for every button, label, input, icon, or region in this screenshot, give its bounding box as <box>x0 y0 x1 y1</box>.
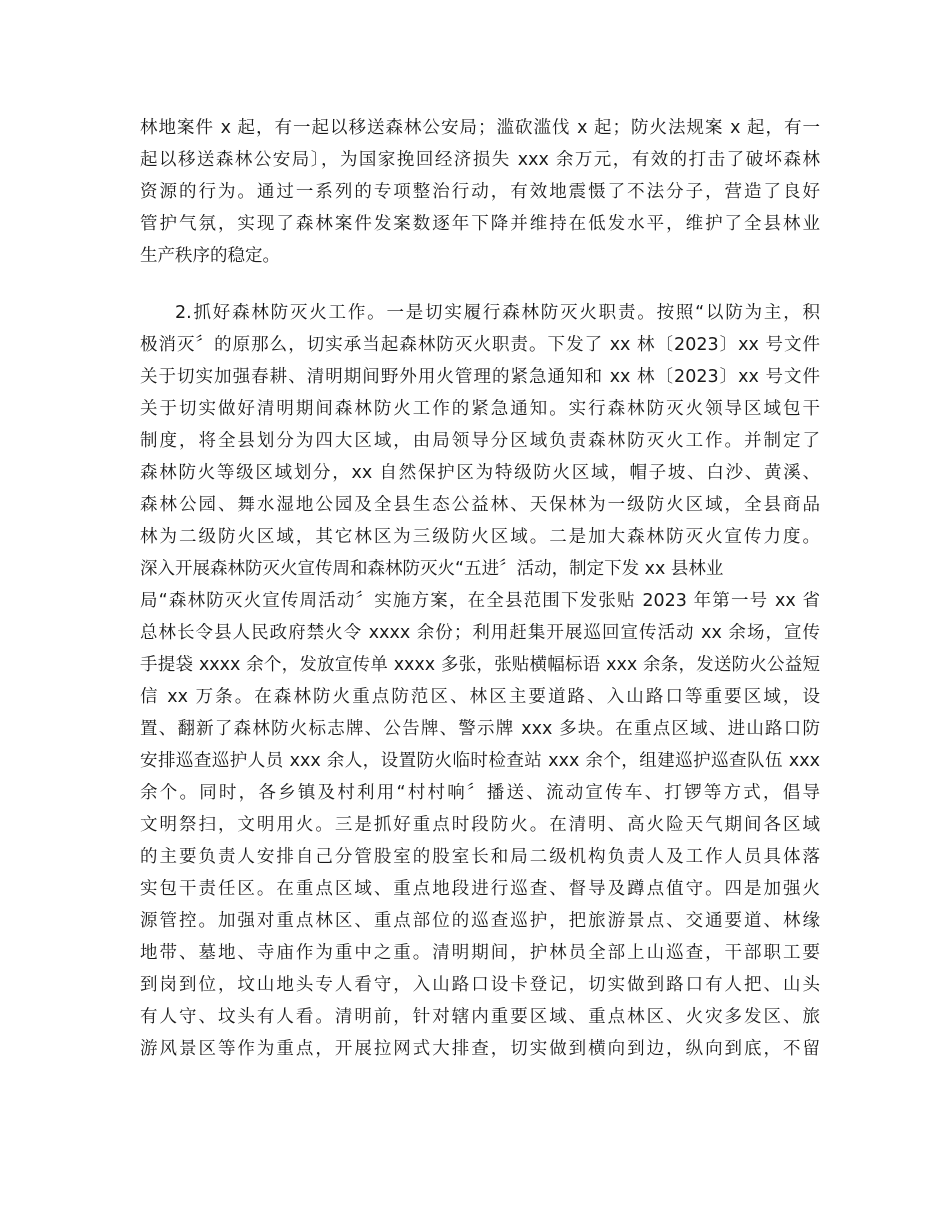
text-line: 森林防火等级区域划分，xx 自然保护区为特级防火区域，帽子坡、白沙、黄溪、 <box>140 463 820 483</box>
text-line: 实包干责任区。在重点区域、重点地段进行巡查、督导及蹲点值守。四是加强火 <box>140 879 820 899</box>
text-line: 源管控。加强对重点林区、重点部位的巡查巡护，把旅游景点、交通要道、林缘 <box>140 911 820 931</box>
text-line: 关于切实做好清明期间森林防火工作的紧急通知。实行森林防灭火领导区域包干 <box>140 399 820 419</box>
text-line: 的主要负责人安排自己分管股室的股室长和局二级机构负责人及工作人员具体落 <box>140 847 820 867</box>
text-line: 制度，将全县划分为四大区域，由局领导分区域负责森林防灭火工作。并制定了 <box>140 431 820 451</box>
text-line: 地带、墓地、寺庙作为重中之重。清明期间，护林员全部上山巡查，干部职工要 <box>140 943 820 963</box>
text-line: 极消灭〞的原那么，切实承当起森林防灭火职责。下发了 xx 林〔2023〕xx 号文件 <box>140 335 820 355</box>
text-line: 局“森林防灭火宣传周活动〞实施方案，在全县范围下发张贴 2023 年第一号 xx 省 <box>140 591 820 611</box>
text-line: 游风景区等作为重点，开展拉网式大排查，切实做到横向到边，纵向到底，不留 <box>140 1039 820 1059</box>
text-line: 2.抓好森林防灭火工作。一是切实履行森林防灭火职责。按照“以防为主，积 <box>175 303 820 323</box>
text-line: 手提袋 xxxx 余个，发放宣传单 xxxx 多张，张贴横幅标语 xxx 余条，发送防火公益短 <box>140 655 820 675</box>
text-line: 文明祭扫，文明用火。三是抓好重点时段防火。在清明、高火险天气期间各区域 <box>140 815 820 835</box>
text-line: 起以移送森林公安局〕，为国家挽回经济损失 xxx 余万元，有效的打击了破坏森林 <box>140 150 820 170</box>
text-line: 林为二级防火区域，其它林区为三级防火区域。二是加大森林防灭火宣传力度。 <box>140 527 820 547</box>
text-line: 管护气氛，实现了森林案件发案数逐年下降并维持在低发水平，维护了全县林业 <box>140 214 820 234</box>
text-line: 到岗到位，坟山地头专人看守，入山路口设卡登记，切实做到路口有人把、山头 <box>140 975 820 995</box>
text-line: 深入开展森林防灭火宣传周和森林防灭火“五进〞活动，制定下发 xx 县林业 <box>140 559 724 579</box>
text-line: 总林长令县人民政府禁火令 xxxx 余份；利用赶集开展巡回宣传活动 xx 余场，宣传 <box>140 623 820 643</box>
text-line: 林地案件 x 起，有一起以移送森林公安局；滥砍滥伐 x 起；防火法规案 x 起，有一 <box>140 118 820 138</box>
text-line: 置、翻新了森林防火标志牌、公告牌、警示牌 xxx 多块。在重点区域、进山路口防 <box>140 719 820 739</box>
text-line: 安排巡查巡护人员 xxx 余人，设置防火临时检查站 xxx 余个，组建巡护巡查队伍 xxx <box>140 751 820 771</box>
text-line: 资源的行为。通过一系列的专项整治行动，有效地震慑了不法分子，营造了良好 <box>140 182 820 202</box>
text-line: 信 xx 万条。在森林防火重点防范区、林区主要道路、入山路口等重要区域，设 <box>140 687 820 707</box>
text-line: 关于切实加强春耕、清明期间野外用火管理的紧急通知和 xx 林〔2023〕xx 号文件 <box>140 367 820 387</box>
text-line: 森林公园、舞水湿地公园及全县生态公益林、天保林为一级防火区域，全县商品 <box>140 495 820 515</box>
text-line: 余个。同时，各乡镇及村利用“村村响〞播送、流动宣传车、打锣等方式，倡导 <box>140 783 820 803</box>
text-line: 生产秩序的稳定。 <box>140 246 280 266</box>
text-line: 有人守、坟头有人看。清明前，针对辖内重要区域、重点林区、火灾多发区、旅 <box>140 1007 820 1027</box>
paragraph-fire-prevention <box>140 297 820 1065</box>
paragraph-forest-cases <box>140 112 820 272</box>
